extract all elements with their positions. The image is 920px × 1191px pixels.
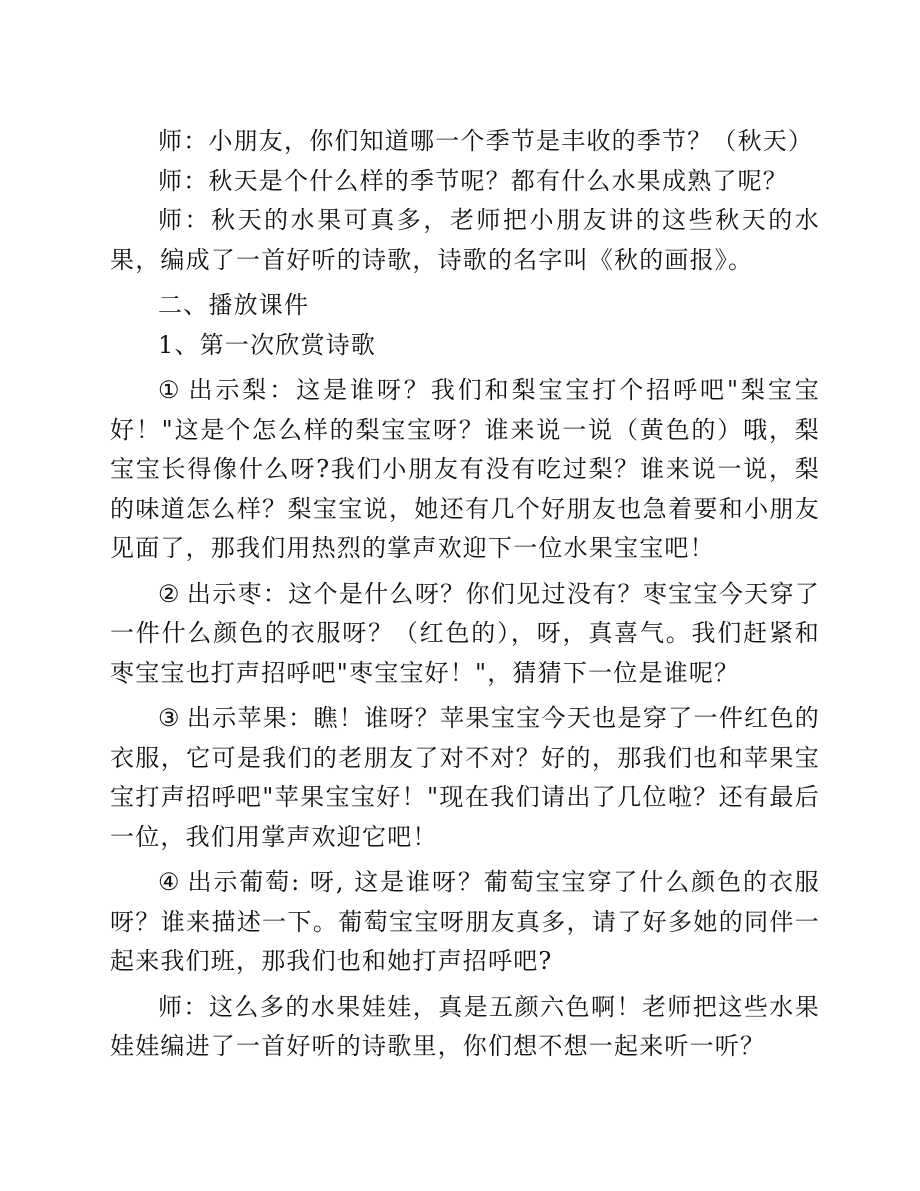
paragraph-show-apple	[110, 699, 820, 857]
subsection-heading-first-listen: 1、第一次欣赏诗歌	[158, 330, 377, 359]
paragraph-show-jujube	[110, 575, 820, 694]
item-marker: ①	[158, 376, 183, 404]
paragraph-text: 出示苹果：瞧！谁呀？苹果宝宝今天也是穿了一件红色的衣服，它可是我们的老朋友了对不对？好的，那我们也和苹果宝宝打声招呼吧"苹果宝宝好！"现在我们请出了几位啦？还有最后一位，我们用掌声欢迎它吧！	[110, 704, 821, 851]
paragraph-text: 出示枣：这个是什么呀？你们见过没有？枣宝宝今天穿了一件什么颜色的衣服呀？（红色的），呀，真喜气。我们赶紧和枣宝宝也打声招呼吧"枣宝宝好！"，猜猜下一位是谁呢？	[110, 579, 821, 687]
document-body	[110, 122, 820, 1073]
paragraph-show-grape	[110, 863, 820, 982]
paragraph-teacher-poem-intro: 师：秋天的水果可真多，老师把小朋友讲的这些秋天的水果，编成了一首好听的诗歌，诗歌的名字叫《秋的画报》。	[110, 206, 820, 274]
section-heading-play-courseware: 二、播放课件	[158, 291, 310, 319]
item-marker: ③	[158, 704, 181, 732]
item-marker: ④	[158, 868, 182, 896]
paragraph-text: 出示葡萄: 呀, 这是谁呀？葡萄宝宝穿了什么颜色的衣服呀？谁来描述一下。葡萄宝宝呀朋友真多，请了好多她的同伴一起来我们班，那我们也和她打声招呼吧?	[110, 868, 820, 975]
paragraph-text: 出示梨：这是谁呀？我们和梨宝宝打个招呼吧"梨宝宝好！"这是个怎么样的梨宝宝呀？谁来说一说（黄色的）哦，梨宝宝长得像什么呀?我们小朋友有没有吃过梨？谁来说一说，梨的味道怎么样？梨宝宝说，她还有几个好朋友也急着要和小朋友见面了，那我们用热烈的掌声欢迎下一位水果宝宝吧！	[110, 376, 821, 562]
paragraph-teacher-question-autumn: 师：秋天是个什么样的季节呢？都有什么水果成熟了呢？	[158, 166, 788, 195]
paragraph-show-pear	[110, 371, 820, 569]
paragraph-teacher-question-harvest: 师：小朋友，你们知道哪一个季节是丰收的季节？（秋天）	[158, 127, 814, 155]
item-marker: ②	[158, 579, 181, 608]
paragraph-teacher-colorful-fruits: 师：这么多的水果娃娃，真是五颜六色啊！老师把这些水果娃娃编进了一首好听的诗歌里，你们想不想一起来听一听？	[110, 992, 820, 1060]
